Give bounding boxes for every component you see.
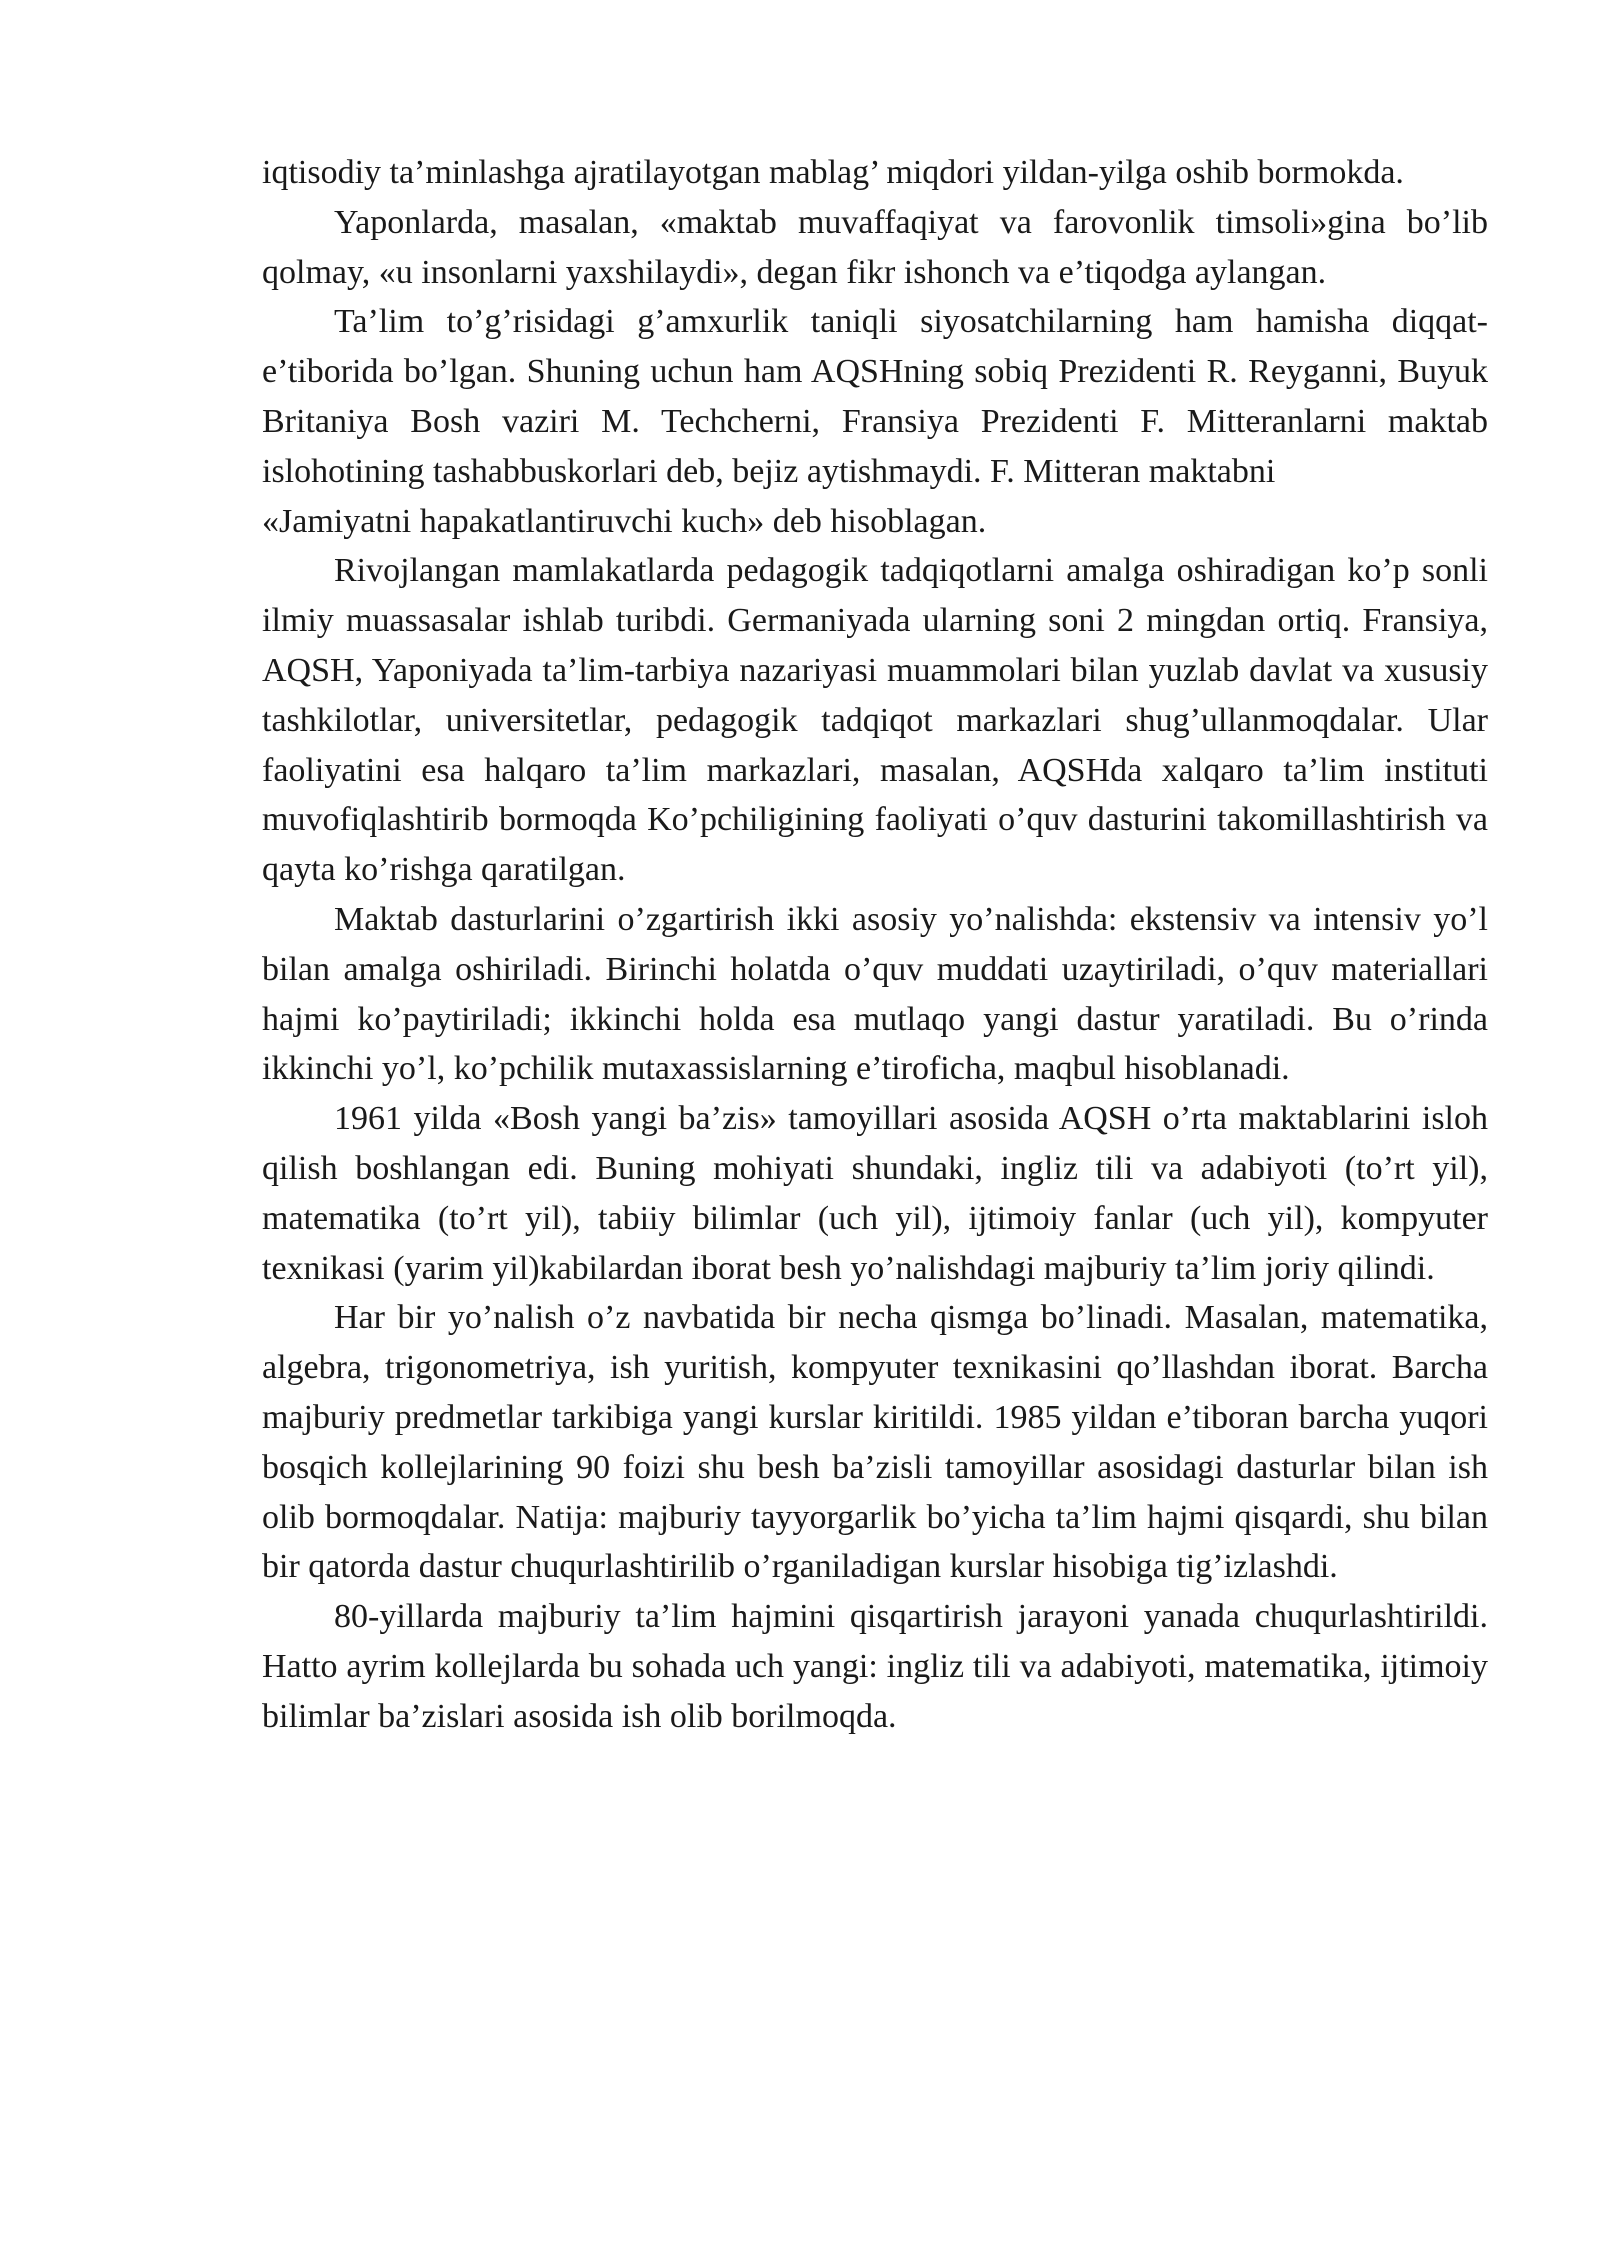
document-page [262,148,1488,1742]
paragraph-9: 80-yillarda majburiy ta’lim hajmini qisqartirish jarayoni yanada chuqurlashtirildi. Hatto ayrim kollejlarda bu sohada uch yangi: ingliz tili va adabiyoti, matematika, ijtimoiy bilimlar ba’zislari asosida ish olib borilmoqda. [262,1598,1488,1735]
paragraph-8: Har bir yo’nalish o’z navbatida bir necha qismga bo’linadi. Masalan, matematika, algebra, trigonometriya, ish yuritish, kompyuter texnikasini qo’llashdan iborat. Barcha majburiy predmetlar tarkibiga yangi kurslar kiritildi. 1985 yildan e’tiboran barcha yuqori bosqich kollejlarining 90 foizi shu besh ba’zisli tamoyillar asosidagi dasturlar bilan ish olib bormoqdalar. Natija: majburiy tayyorgarlik bo’yicha ta’lim hajmi qisqardi, shu bilan bir qatorda dastur chuqurlashtirilib o’rganiladigan kurslar hisobiga tig’izlashdi. [262,1299,1488,1586]
paragraph-1: iqtisodiy ta’minlashga ajratilayotgan mablag’ miqdori yildan-yilga oshib bormokda. [262,154,1404,191]
paragraph-5: Rivojlangan mamlakatlarda pedagogik tadqiqotlarni amalga oshiradigan ko’p sonli ilmiy muassasalar ishlab turibdi. Germaniyada ularning soni 2 mingdan ortiq. Fransiya, AQSH, Yaponiyada ta’lim-tarbiya nazariyasi muammolari bilan yuzlab davlat va xususiy tashkilotlar, universitetlar, pedagogik tadqiqot markazlari shug’ullanmoqdalar. Ular faoliyatini esa halqaro ta’lim markazlari, masalan, AQSHda xalqaro ta’lim instituti muvofiqlashtirib bormoqda Ko’pchiligining faoliyati o’quv dasturini takomillashtirish va qayta ko’rishga qaratilgan. [262,552,1488,889]
paragraph-4: «Jamiyatni hapakatlantiruvchi kuch» deb hisoblagan. [262,502,987,540]
paragraph-6: Maktab dasturlarini o’zgartirish ikki asosiy yo’nalishda: ekstensiv va intensiv yo’l bilan amalga oshiriladi. Birinchi holatda o’quv muddati uzaytiriladi, o’quv materiallari hajmi ko’paytiriladi; ikkinchi holda esa mutlaqo yangi dastur yaratiladi. Bu o’rinda ikkinchi yo’l, ko’pchilik mutaxassislarning e’tiroficha, maqbul hisoblanadi. [262,900,1488,1088]
paragraph-7: 1961 yilda «Bosh yangi ba’zis» tamoyillari asosida AQSH o’rta maktablarini isloh qilish boshlangan edi. Buning mohiyati shundaki, ingliz tili va adabiyoti (to’rt yil), matematika (to’rt yil), tabiiy bilimlar (uch yil), ijtimoiy fanlar (uch yil), kompyuter texnikasi (yarim yil)kabilardan iborat besh yo’nalishdagi majburiy ta’lim joriy qilindi. [262,1100,1488,1287]
paragraph-3: Ta’lim to’g’risidagi g’amxurlik taniqli siyosatchilarning ham hamisha diqqat- e’tiborida bo’lgan. Shuning uchun ham AQSHning sobiq Prezidenti R. Reyganni, Buyuk Britaniya Bosh vaziri M. Techcherni, Fransiya Prezidenti F. Mitteranlarni maktab islohotining tashabbuskorlari deb, bejiz aytishmaydi. F. Mitteran maktabni [262,303,1488,490]
paragraph-2: Yaponlarda, masalan, «maktab muvaffaqiyat va farovonlik timsoli»gina bo’lib qolmay, «u insonlarni yaxshilaydi», degan fikr ishonch va e’tiqodga aylangan. [262,203,1488,291]
